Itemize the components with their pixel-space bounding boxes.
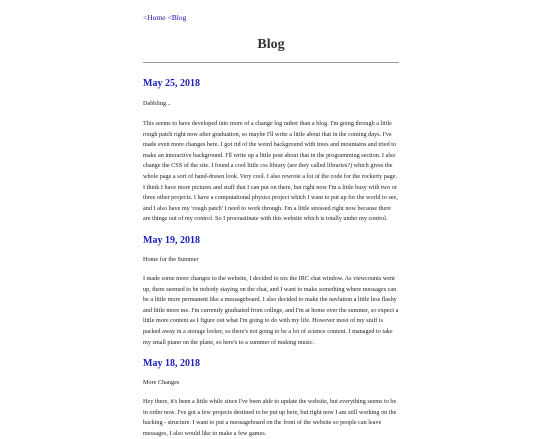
blog-page <box>143 0 399 439</box>
blog-link[interactable]: <Blog <box>167 13 187 22</box>
home-link[interactable]: <Home <box>143 13 166 22</box>
post-subtitle: Home for the Summer <box>143 255 199 263</box>
post-subtitle: Dabbling... <box>143 100 171 107</box>
breadcrumb <box>143 13 399 23</box>
blog-post <box>143 78 399 225</box>
title-divider <box>143 62 399 63</box>
blog-post <box>143 358 399 439</box>
post-body: Hey there, it's been a little while since I've been able to update the website, but everything seems to be in order now. I've got a few projects destined to be put up here, but right now I am still working on the backing - structure. I want to put a messageboard on the front of the website so people can leave messages, I also would like to make a few games. <box>143 398 397 437</box>
post-body: This seems to have developed into more of a change log rather than a blog. I'm going through a little rough patch right now after graduation, so maybe I'll write a little about that in the coming days. I've made even more changes here. I got rid of the weird background with trees and mountains and tried to make an interactive background. I'll write up a little post about that in the programming section. I also change the CSS of the site. I found a cool little css library (are they called libraries?) which gives the whole page a sort of hand-drawn look. Very cool. I also rewrote a lot of the code for the rockerty page. I think I have more pictures and stuff that I can put on there, but right now I'm a little busy with two or three other projects. I have a computational physics project which I want to put up for the world to see, and I also have my 'rough patch' I need to work through. I'm a little stressed right now because there are things out of my control. So I procrastinate with this website which is totally under my control. <box>143 120 398 223</box>
post-date: May 18, 2018 <box>143 358 200 370</box>
post-date: May 25, 2018 <box>143 78 200 89</box>
post-subtitle: More Changes <box>143 379 180 387</box>
post-body: I made some more changes to the website, I decided to nix the IRC chat window. As viewcounts went up, there seemed to be nobody staying on the chat, and I want to make something where messages can be a little more permanent like a messageboard. I also decided to make the navlation a little less flashy and little more me. I'm currently graduated from college, and I'm at home over the summer, so expect a little more content as I figure out what I'm going to do with my life. However most of my stuff is packed away in a storage locker, so there's not going to be a lot of science content. I managed to take my small piano on the plane, so here's to a summer of making music. <box>143 274 399 346</box>
page-title: Blog <box>257 37 285 52</box>
post-date: May 19, 2018 <box>143 234 200 246</box>
blog-post <box>143 235 399 348</box>
